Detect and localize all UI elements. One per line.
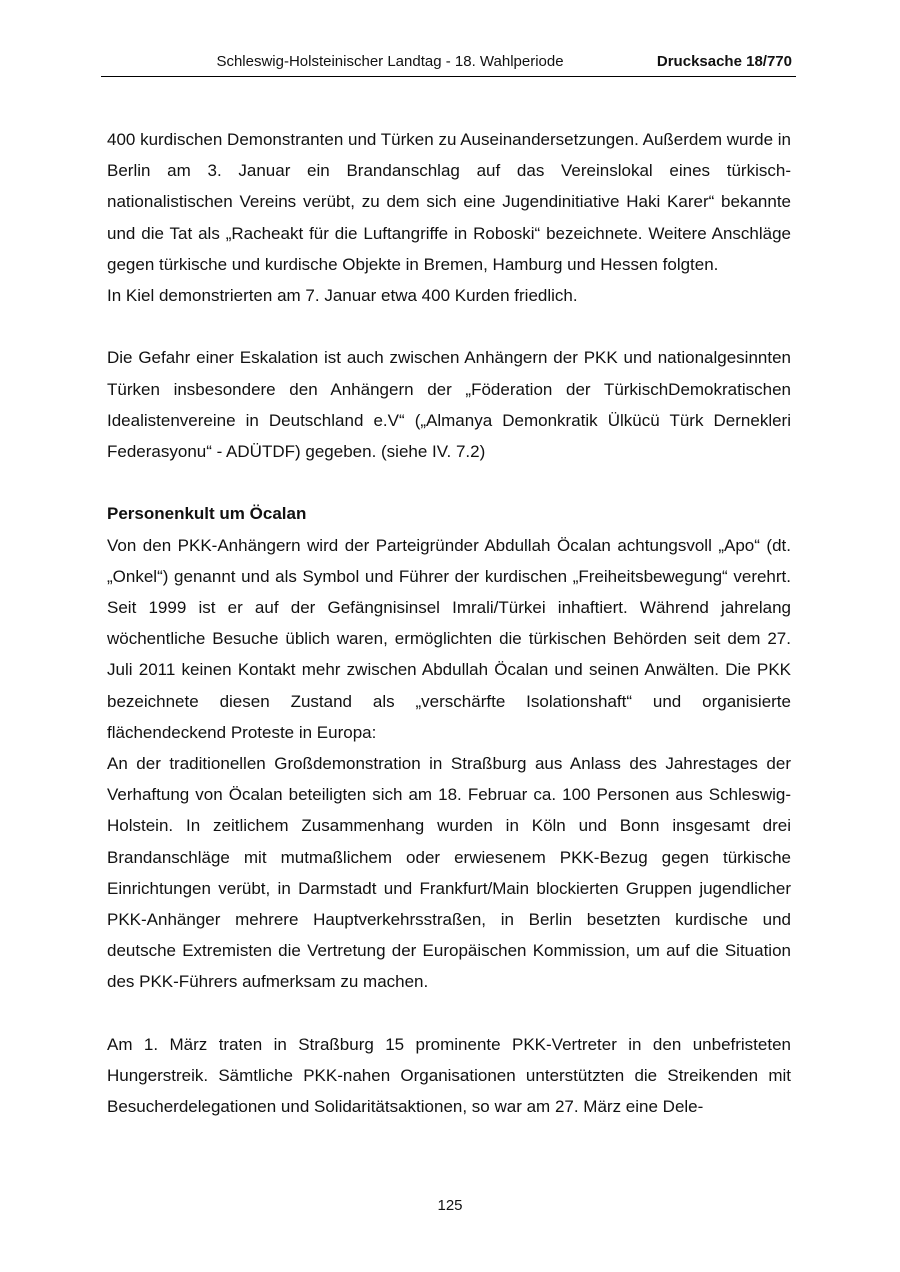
paragraph-4: Von den PKK-Anhängern wird der Parteigründer Abdullah Öcalan achtungsvoll „Apo“ (dt. „Onkel“) genannt und als Symbol und Führer der kurdischen „Freiheitsbewegung“ verehrt. Seit 1999 ist er auf der Gefängnisinsel Imrali/Türkei inhaftiert. Während jahrelang wöchentliche Besuche üblich waren, ermöglichten die türkischen Behörden seit dem 27. Juli 2011 keinen Kontakt mehr zwischen Abdullah Öcalan und seinen Anwälten. Die PKK bezeichnete diesen Zustand als „verschärfte Isolationshaft“ und organisierte flächendeckend Proteste in Europa: xyxy=(107,535,791,742)
section-heading: Personenkult um Öcalan xyxy=(107,504,307,524)
document-number: Drucksache 18/770 xyxy=(656,53,792,70)
paragraph-5: An der traditionellen Großdemonstration in Straßburg aus Anlass des Jahrestages der Verhaftung von Öcalan beteiligten sich am 18. Februar ca. 100 Personen aus Schleswig-Holstein. In zeitlichem Zusammenhang wurden in Köln und Bonn insgesamt drei Brandanschläge mit mutmaßlichem oder erwiesenem PKK-Bezug gegen türkische Einrichtungen verübt, in Darmstadt und Frankfurt/Main blockierten Gruppen jugendlicher PKK-Anhänger mehrere Hauptverkehrsstraßen, in Berlin besetzten kurdische und deutsche Extremisten die Vertretung der Europäischen Kommission, um auf die Situation des PKK-Führers aufmerksam zu machen. xyxy=(107,754,791,992)
header-title: Schleswig-Holsteinischer Landtag - 18. Wahlperiode xyxy=(216,53,564,70)
paragraph-spacer xyxy=(107,998,791,1029)
paragraph-3: Die Gefahr einer Eskalation ist auch zwischen Anhängern der PKK und nationalgesinnten Türken insbesondere den Anhängern der „Föderation der TürkischDemokratischen Idealistenvereine in Deutschland e.V“ („Almanya Demonkratik Ülkücü Türk Dernekleri Federasyonu“ - ADÜTDF) gegeben. (siehe IV. 7.2) xyxy=(107,348,791,462)
document-body xyxy=(107,124,791,1122)
paragraph-6: Am 1. März traten in Straßburg 15 prominente PKK-Vertreter in den unbefristeten Hungerstreik. Sämtliche PKK-nahen Organisationen unterstützten die Streikenden mit Besucherdelegationen und Solidaritätsaktionen, so war am 27. März eine Dele- xyxy=(107,1034,791,1117)
paragraph-1: 400 kurdischen Demonstranten und Türken zu Auseinandersetzungen. Außerdem wurde in Berlin am 3. Januar ein Brandanschlag auf das Vereinslokal eines türkischnationalistischen Vereins verübt, zu dem sich eine Jugendinitiative Haki Karer“ bekannte und die Tat als „Racheakt für die Luftangriffe in Roboski“ bezeichnete. Weitere Anschläge gegen türkische und kurdische Objekte in Bremen, Hamburg und Hessen folgten. xyxy=(107,130,791,274)
paragraph-spacer xyxy=(107,467,791,498)
page-number: 125 xyxy=(437,1197,463,1214)
paragraph-spacer xyxy=(107,311,791,342)
paragraph-2: In Kiel demonstrierten am 7. Januar etwa 400 Kurden friedlich. xyxy=(107,286,578,306)
page-header xyxy=(101,50,796,77)
